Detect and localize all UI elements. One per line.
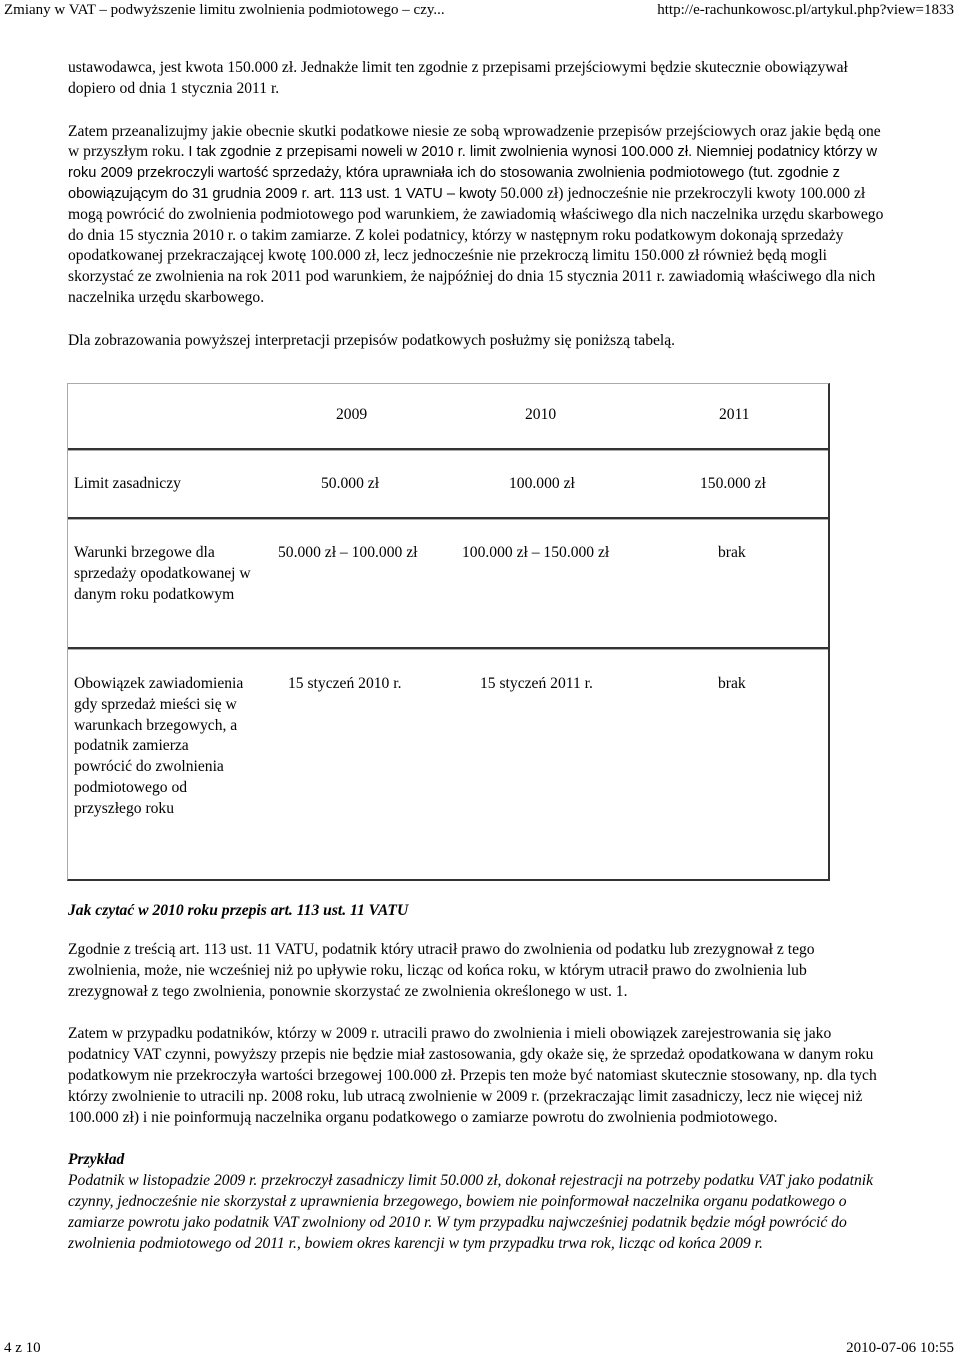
example-text: Podatnik w listopadzie 2009 r. przekroczył zasadniczy limit 50.000 zł, dokonał rejestracji na potrzeby podatku VAT jako podatnik czynny, jednocześnie nie skorzystał z uprawnienia brzegowego, bowiem nie poinformował naczelnika organu podatkowego o zamiarze powrotu jako podatnik VAT zwolniony od 2010 r. W tym przypadku najwcześniej podatnik będzie mógł powrócić do zwolnienia podmiotowego od 2011 r., bowiem okres karencji w tym przypadku trwa rok, licząc od końca 2009 r. bbox=[68, 1172, 874, 1252]
paragraph-application: Zatem w przypadku podatników, którzy w 2009 r. utracili prawo do zwolnienia i mieli obowiązek zarejestrowania się jako podatnicy VAT czynni, powyższy przepis nie będzie miał zastosowania, gdy okaże się, że sprzedaż opodatkowana w danym roku podatkowym nie przekroczyła wartości brzegowej 100.000 zł. Przepis ten może być natomiast skutecznie stosowany, np. dla tych którzy zwolnienie to utracili np. 2008 roku, lub utracą zwolnienie w 2009 r. (przekraczając limit zasadniczy, lecz nie więcej niż 100.000 zł) i nie poinformują naczelnika organu podatkowego o zamiarze powrotu do zwolnienia podmiotowego. bbox=[68, 1025, 877, 1126]
paragraph-analysis-part1: Zatem przeanalizujmy jakie obecnie skutki podatkowe niesie ze sobą wprowadzenie przepisów przejściowych oraz jakie będą one w przyszłym roku. bbox=[68, 122, 881, 161]
page-header-url: http://e-rachunkowosc.pl/artykul.php?view=1833 bbox=[657, 2, 954, 18]
page-header-title: Zmiany w VAT – podwyższenie limitu zwolnienia podmiotowego – czy... bbox=[4, 2, 445, 18]
limits-table bbox=[67, 383, 830, 881]
paragraph-table-intro: Dla zobrazowania powyższej interpretacji przepisów podatkowych posłużmy się poniższą tabelą. bbox=[68, 331, 676, 349]
article-body bbox=[68, 58, 888, 352]
example-title: Przykład bbox=[68, 1151, 125, 1169]
table-cell: 15 styczeń 2011 r. bbox=[480, 675, 593, 692]
table-row-separator bbox=[68, 448, 828, 451]
table-cell: 100.000 zł – 150.000 zł bbox=[462, 544, 610, 561]
section-heading: Jak czytać w 2010 roku przepis art. 113 ust. 11 VATU bbox=[68, 902, 409, 919]
table-row-label: Obowiązek zawiadomienia gdy sprzedaż mieści się w warunkach brzegowych, a podatnik zamierza powrócić do zwolnienia podmiotowego od przyszłego roku bbox=[74, 675, 244, 817]
table-header-2009: 2009 bbox=[336, 406, 368, 423]
paragraph-art113: Zgodnie z treścią art. 113 ust. 11 VATU, podatnik który utracił prawo do zwolnienia od podatku lub zrezygnował z tego zwolnienia, może, nie wcześniej niż po upływie roku, licząc od końca roku, w którym utracił prawo do zwolnienia lub zrezygnował z tego zwolnienia, ponownie skorzystać ze zwolnienia określonego w ust. 1. bbox=[68, 941, 815, 1000]
table-cell: 50.000 zł – 100.000 zł bbox=[278, 544, 418, 561]
table-row-label: Warunki brzegowe dla sprzedaży opodatkowanej w danym roku podatkowym bbox=[74, 544, 251, 603]
print-datetime: 2010-07-06 10:55 bbox=[846, 1340, 954, 1356]
table-cell: 15 styczeń 2010 r. bbox=[288, 675, 402, 692]
table-cell: brak bbox=[718, 544, 746, 561]
paragraph-intro: ustawodawca, jest kwota 150.000 zł. Jednakże limit ten zgodnie z przepisami przejściowymi będzie skutecznie obowiązywał dopiero od dnia 1 stycznia 2011 r. bbox=[68, 59, 848, 97]
table-cell: 50.000 zł bbox=[321, 475, 380, 492]
table-row-separator bbox=[68, 647, 828, 650]
table-header-2011: 2011 bbox=[719, 406, 750, 423]
table-cell: brak bbox=[718, 675, 746, 692]
table-header-2010: 2010 bbox=[525, 406, 557, 423]
table-cell: 100.000 zł bbox=[509, 475, 575, 492]
table-cell: 150.000 zł bbox=[700, 475, 766, 492]
table-row-separator bbox=[68, 517, 828, 520]
paragraph-analysis-part2: I tak zgodnie z przepisami noweli w 2010 r. limit zwolnienia wynosi 100.000 zł. Niemniej podatnicy którzy w roku 2009 przekroczyli wartość sprzedaży, która uprawniała ich do stosowania zwolnienia podmiotowego (tut. zgodnie z obowiązującym do 31 grudnia 2009 r. art. 113 ust. 1 VATU – kwoty bbox=[68, 144, 878, 202]
paragraph-analysis-part3: 50.000 zł) jednocześnie nie przekroczyli kwoty 100.000 zł mogą powrócić do zwolnienia podmiotowego pod warunkiem, że zawiadomią właściwego dla nich naczelnika urzędu skarbowego do dnia 15 stycznia 2010 r. o takim zamiarze. Z kolei podatnicy, którzy w następnym roku podatkowym dokonają sprzedaży opodatkowanej przekraczającej kwotę 100.000 zł, lecz jednocześnie nie przekroczą limitu 150.000 zł również będą mogli skorzystać ze zwolnienia na rok 2011 pod warunkiem, że najpóźniej do dnia 15 stycznia 2011 r. zawiadomią właściwego dla nich naczelnika urzędu skarbowego. bbox=[68, 184, 884, 306]
paragraph-analysis bbox=[68, 122, 888, 309]
section-body bbox=[68, 940, 888, 1254]
table-row-label: Limit zasadniczy bbox=[74, 475, 181, 492]
page-number: 4 z 10 bbox=[4, 1340, 41, 1356]
